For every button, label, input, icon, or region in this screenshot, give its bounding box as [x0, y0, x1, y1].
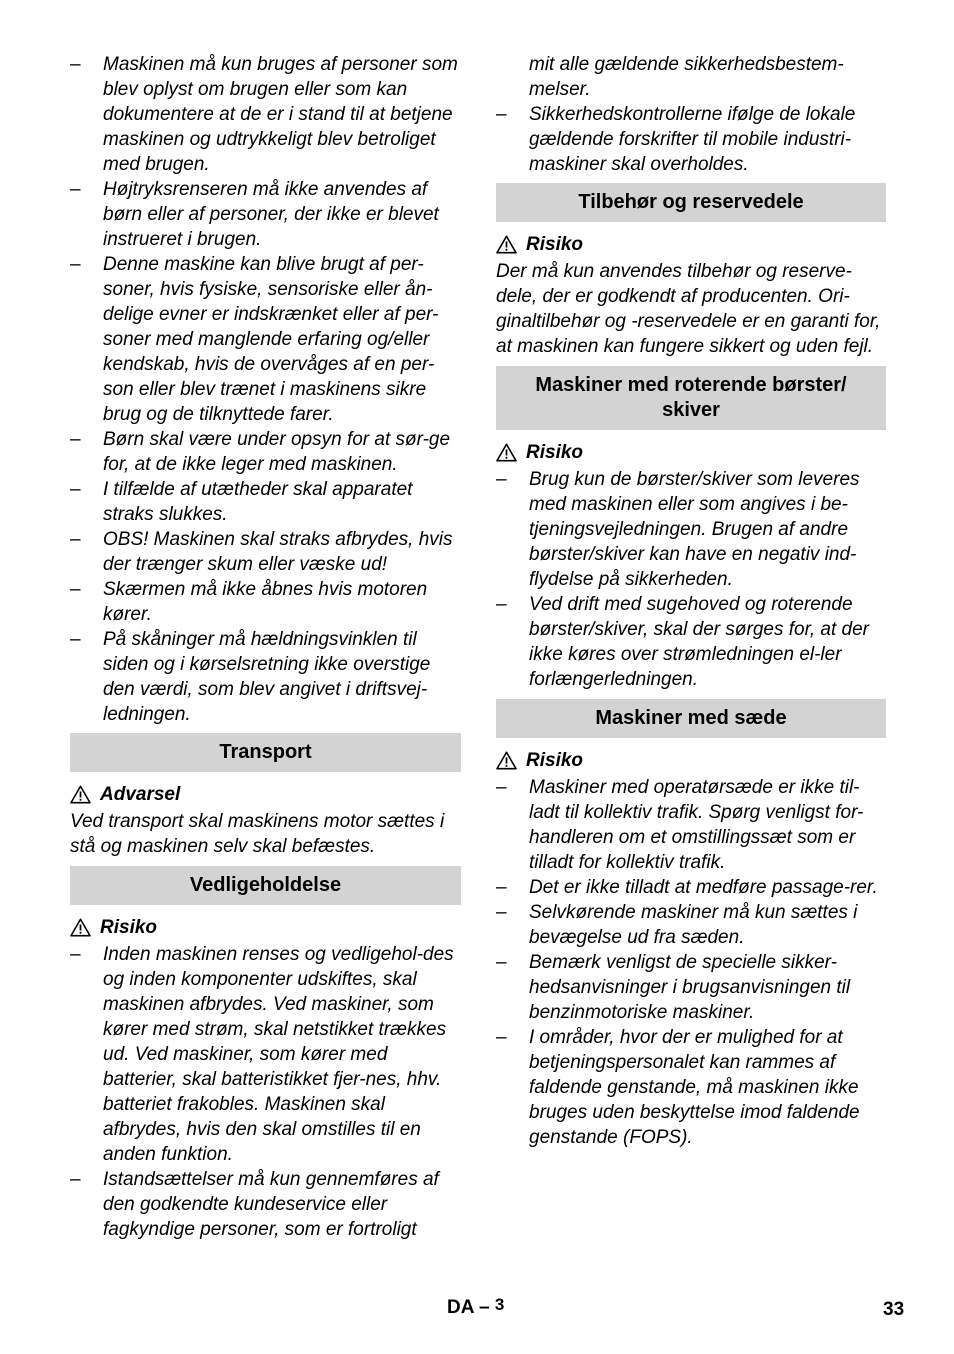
list-item: – På skåninger må hældningsvinklen til siden og i kørselsretning ikke overstige den værdi, som blev angivet i driftsvej-ledningen.: [70, 627, 461, 727]
list-item: – Ved drift med sugehoved og roterende børster/skiver, skal der sørges for, at der ikke køres over strømledningen el-ler forlængerledningen.: [496, 592, 886, 692]
list-item: – Det er ikke tilladt at medføre passage-rer.: [496, 875, 886, 900]
list-item: – OBS! Maskinen skal straks afbrydes, hvis der trænger skum eller væske ud!: [70, 527, 461, 577]
footer-section-code: [447, 1297, 504, 1319]
warning-heading: [496, 232, 886, 257]
list-item: – Skærmen må ikke åbnes hvis motoren kører.: [70, 577, 461, 627]
list-item: – Sikkerhedskontrollerne ifølge de lokale gældende forskrifter til mobile industri-maskiner skal overholdes.: [496, 102, 886, 177]
section-header-brushes: Maskiner med roterende børster/ skiver: [496, 366, 886, 430]
right-column: [496, 52, 886, 1150]
warning-heading: [70, 782, 461, 807]
warning-label: Risiko: [526, 442, 584, 463]
list-item: – I områder, hvor der er mulighed for at betjeningspersonalet kan rammes af faldende genstande, må maskinen ikke bruges uden beskyttelse imod faldende genstande (FOPS).: [496, 1025, 886, 1150]
list-item: – Bemærk venligst de specielle sikker-hedsanvisninger i brugsanvisningen til benzinmotoriske maskiner.: [496, 950, 886, 1025]
warning-heading: [70, 915, 461, 940]
list-item: – Istandsættelser må kun gennemføres af den godkendte kundeservice eller fagkyndige personer, som er fortroligt: [70, 1167, 461, 1242]
section-header-seat: Maskiner med sæde: [496, 699, 886, 738]
footer-dash: –: [479, 1297, 490, 1318]
continued-text: mit alle gældende sikkerhedsbestem-melser.: [529, 54, 844, 100]
section-header-accessories: Tilbehør og reservedele: [496, 183, 886, 222]
maintenance-list: [70, 942, 461, 1242]
warning-heading: [496, 440, 886, 465]
list-item: – Selvkørende maskiner må kun sættes i bevægelse ud fra sæden.: [496, 900, 886, 950]
brushes-list: [496, 467, 886, 692]
list-item: – Højtryksrenseren må ikke anvendes af børn eller af personer, der ikke er blevet instrueret i brugen.: [70, 177, 461, 252]
warning-triangle-icon: [70, 785, 91, 804]
warning-label: Risiko: [100, 917, 158, 938]
warning-triangle-icon: [496, 751, 517, 770]
warning-label: Risiko: [526, 234, 584, 255]
list-item: – Denne maskine kan blive brugt af per-soner, hvis fysiske, sensoriske eller ån-delige evner er indskrænket eller af per-soner med manglende erfaring og/eller kendskab, hvis de overvåges af en per-son eller blev trænet i maskinens sikre brug og de tilknyttede farer.: [70, 252, 461, 427]
list-item: – Maskinen må kun bruges af personer som blev oplyst om brugen eller som kan dokumentere at de er i stand til at betjene maskinen og udtrykkeligt blev betroliget med brugen.: [70, 52, 461, 177]
warning-triangle-icon: [496, 235, 517, 254]
intro-list: [70, 52, 461, 727]
section-header-transport: Transport: [70, 733, 461, 772]
left-column: [70, 52, 461, 1242]
warning-heading: [496, 748, 886, 773]
warning-triangle-icon: [70, 918, 91, 937]
page-number: 33: [883, 1299, 905, 1320]
warning-triangle-icon: [496, 443, 517, 462]
list-item: – I tilfælde af utætheder skal apparatet straks slukkes.: [70, 477, 461, 527]
seat-list: [496, 775, 886, 1150]
list-item: – Børn skal være under opsyn for at sør-ge for, at de ikke leger med maskinen.: [70, 427, 461, 477]
section-header-maintenance: Vedligeholdelse: [70, 866, 461, 905]
warning-label: Risiko: [526, 750, 584, 771]
warning-label: Advarsel: [100, 784, 181, 805]
footer-section-number: 3: [494, 1295, 505, 1314]
inspection-list: [496, 102, 886, 177]
list-item: – Maskiner med operatørsæde er ikke til-ladt til kollektiv trafik. Spørg venligst for-handleren om et omstillingssæt som er tilladt for kollektiv trafik.: [496, 775, 886, 875]
accessories-text: Der må kun anvendes tilbehør og reserve-dele, der er godkendt af producenten. Ori-ginaltilbehør og -reservedele er en garanti for, at maskinen kan fungere sikkert og uden fejl.: [496, 261, 881, 357]
list-item: – Inden maskinen renses og vedligehol-des og inden komponenter udskiftes, skal maskinen afbrydes. Ved maskiner, som kører med strøm, skal netstikket trækkes ud. Ved maskiner, som kører med batterier, skal batteristikket fjer-nes, hhv. batteriet frakobles. Maskinen skal afbrydes, hvis den skal omstilles til en anden funktion.: [70, 942, 461, 1167]
transport-text: Ved transport skal maskinens motor sættes i stå og maskinen selv skal befæstes.: [70, 811, 445, 857]
footer-lang: DA: [447, 1297, 474, 1318]
list-item: – Brug kun de børster/skiver som leveres med maskinen eller som angives i be-tjeningsvejledningen. Brugen af andre børster/skiver kan have en negativ ind-flydelse på sikkerheden.: [496, 467, 886, 592]
